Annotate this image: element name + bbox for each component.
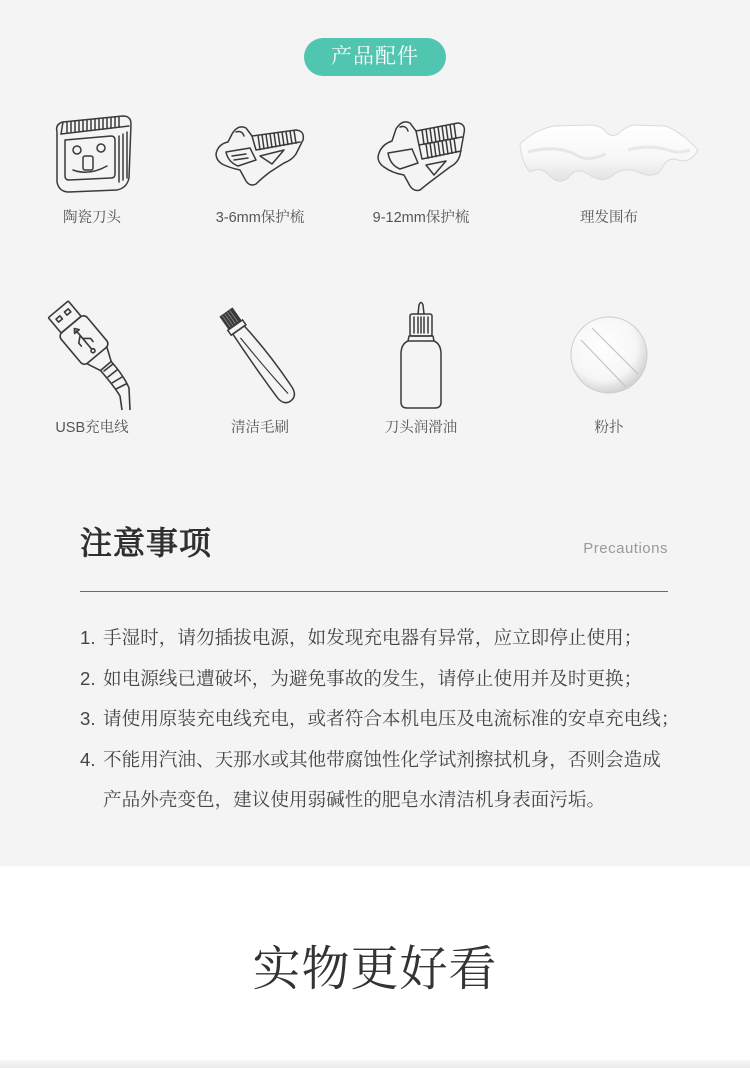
divider: [80, 591, 668, 592]
accessory-item: [12, 108, 172, 248]
cleaning-brush-icon: [180, 296, 340, 414]
precautions-subtitle: Precautions: [583, 540, 668, 557]
accessory-item: [180, 108, 340, 248]
precautions-list: [80, 618, 720, 821]
accessories-badge: 产品配件: [304, 38, 446, 76]
precautions-title: 注意事项: [80, 525, 213, 561]
accessory-label: 9-12mm保护梳: [372, 210, 470, 226]
accessory-item: [341, 108, 501, 248]
showcase-title: 实物更好看: [252, 943, 498, 996]
list-item-text: [103, 659, 642, 700]
accessory-label: USB充电线: [55, 420, 129, 436]
comb-guard-small-icon: [180, 108, 340, 200]
accessory-label: 粉扑: [594, 420, 624, 436]
list-item-text: [103, 699, 679, 740]
accessory-item: [529, 108, 689, 248]
accessory-item: [180, 296, 340, 436]
haircut-cape-icon: [529, 108, 689, 200]
accessory-label: 陶瓷刀头: [63, 210, 121, 226]
accessory-label: 清洁毛刷: [231, 420, 289, 436]
list-item-line: 产品外壳变色，建议使用弱碱性的肥皂水清洁机身表面污垢。: [103, 789, 606, 810]
list-item-text: [103, 618, 642, 659]
list-item-number: 4.: [80, 748, 96, 770]
list-item-line: 手湿时，请勿插拔电源，如发现充电器有异常，应立即停止使用；: [103, 627, 643, 648]
list-item-line: 请使用原装充电线充电，或者符合本机电压及电流标准的安卓充电线；: [103, 708, 680, 729]
accessory-item: [529, 296, 689, 436]
list-item-line: 不能用汽油、天那水或其他带腐蚀性化学试剂擦拭机身，否则会造成: [103, 748, 661, 770]
list-item-text: [103, 740, 661, 821]
accessory-label: 3-6mm保护梳: [215, 210, 305, 226]
usb-cable-icon: [12, 296, 172, 414]
powder-puff-icon: [529, 296, 689, 414]
accessory-item: [12, 296, 172, 436]
showcase-section: [0, 866, 750, 1060]
list-item: [80, 618, 720, 659]
lubricant-oil-bottle-icon: [341, 296, 501, 414]
list-item-number: 1.: [80, 627, 96, 648]
accessory-item: [341, 296, 501, 436]
comb-guard-large-icon: [341, 108, 501, 200]
bottom-divider-strip: [0, 1060, 750, 1068]
list-item: [80, 659, 720, 700]
list-item-number: 3.: [80, 708, 96, 729]
list-item: [80, 699, 720, 740]
list-item: [80, 740, 720, 821]
accessory-label: 理发围布: [580, 210, 638, 226]
accessory-label: 刀头润滑油: [384, 420, 458, 436]
list-item-number: 2.: [80, 667, 96, 689]
ceramic-blade-icon: [12, 108, 172, 200]
list-item-line: 如电源线已遭破坏，为避免事故的发生，请停止使用并及时更换；: [103, 667, 643, 689]
